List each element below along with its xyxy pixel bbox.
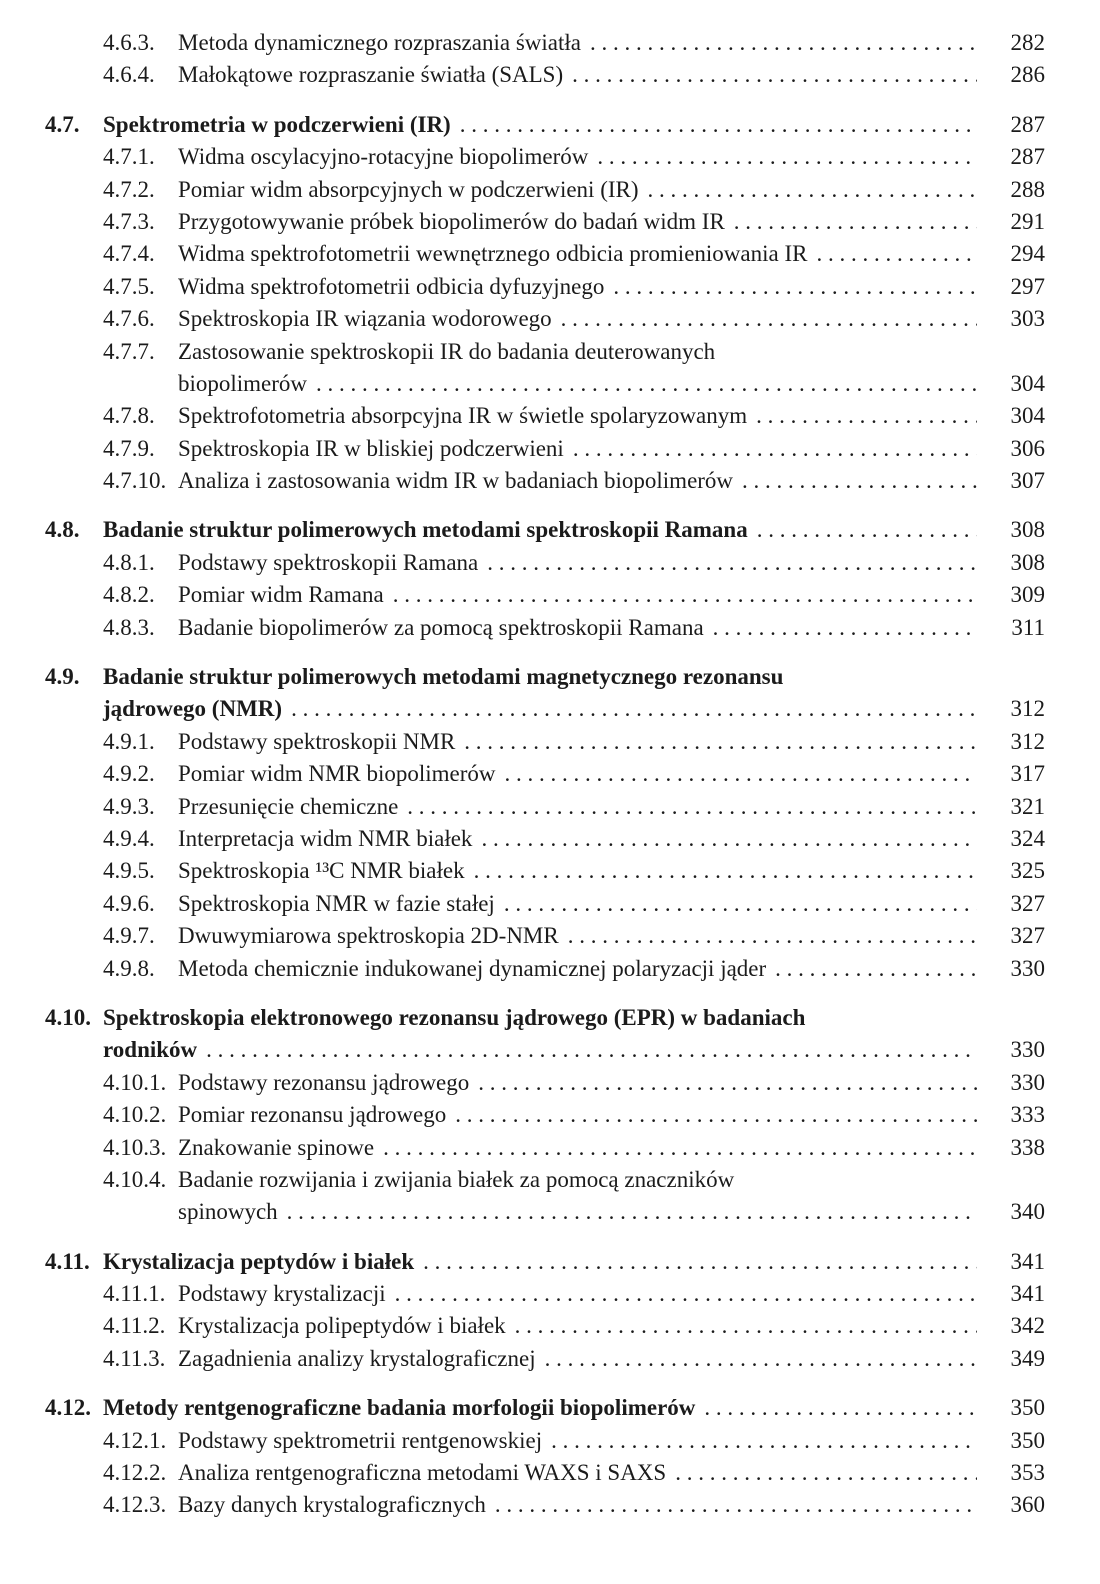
toc-entry-page: 312 [1010, 696, 1045, 722]
dot-leader [455, 1099, 977, 1131]
toc-entry-title: Podstawy krystalizacji [178, 1281, 386, 1307]
toc-entry-title: Pomiar widm Ramana [178, 582, 384, 608]
toc-entry-number: 4.11.1. [103, 1281, 166, 1307]
toc-entry-title: jądrowego (NMR) [103, 696, 283, 722]
toc-entry [45, 1310, 1045, 1342]
toc-list [45, 27, 1045, 1522]
toc-entry [45, 1343, 1045, 1375]
toc-entry-title: Badanie struktur polimerowych metodami magnetycznego rezonansu [103, 664, 784, 690]
toc-entry-title: Metody rentgenograficzne badania morfologii biopolimerów [103, 1395, 696, 1421]
toc-entry-number: 4.9.3. [103, 793, 155, 819]
toc-entry-title: biopolimerów [178, 370, 308, 396]
toc-entry-page: 304 [1010, 403, 1045, 429]
dot-leader [395, 1278, 977, 1310]
toc-entry-page: 342 [1010, 1313, 1045, 1339]
toc-entry [45, 1457, 1045, 1489]
dot-leader [464, 726, 977, 758]
toc-entry-number: 4.7. [45, 111, 80, 137]
toc-entry-page: 288 [1010, 176, 1045, 202]
toc-entry-page: 303 [1010, 306, 1045, 332]
toc-entry-title: Zastosowanie spektroskopii IR do badania deuterowanych [178, 338, 716, 364]
dot-leader [757, 514, 977, 546]
dot-leader [756, 400, 977, 432]
toc-entry-title: Spektroskopia NMR w fazie stałej [178, 890, 495, 916]
toc-entry-title: Spektrofotometria absorpcyjna IR w świetle spolaryzowanym [178, 403, 748, 429]
toc-entry [45, 59, 1045, 91]
toc-entry-page: 308 [1010, 549, 1045, 575]
toc-entry [45, 336, 1045, 368]
toc-entry-number: 4.9.5. [103, 858, 155, 884]
toc-entry-title: Interpretacja widm NMR białek [178, 825, 473, 851]
toc-entry-page: 340 [1010, 1199, 1045, 1225]
toc-entry-page: 287 [1010, 111, 1045, 137]
toc-entry-page: 287 [1010, 144, 1045, 170]
toc-entry-page: 350 [1010, 1427, 1045, 1453]
dot-leader [383, 1132, 977, 1164]
toc-entry-continuation [45, 1196, 1045, 1228]
toc-entry-page: 327 [1010, 923, 1045, 949]
toc-entry-page: 297 [1010, 273, 1045, 299]
dot-leader [675, 1457, 977, 1489]
toc-entry [45, 433, 1045, 465]
toc-entry-title: Widma spektrofotometrii wewnętrznego odbicia promieniowania IR [178, 241, 808, 267]
toc-entry-number: 4.6.4. [103, 62, 155, 88]
toc-entry-number: 4.12.2. [103, 1460, 167, 1486]
toc-entry-number: 4.7.5. [103, 273, 155, 299]
toc-entry-page: 324 [1010, 825, 1045, 851]
toc-entry-number: 4.8.3. [103, 614, 155, 640]
toc-entry-number: 4.9.1. [103, 728, 155, 754]
toc-entry-page: 338 [1010, 1134, 1045, 1160]
toc-entry [45, 1099, 1045, 1131]
dot-leader [704, 1392, 977, 1424]
toc-entry-number: 4.7.9. [103, 435, 155, 461]
dot-leader [551, 1425, 977, 1457]
dot-leader [407, 791, 977, 823]
dot-leader [478, 1067, 977, 1099]
toc-entry-page: 321 [1010, 793, 1045, 819]
toc-entry [45, 1246, 1045, 1278]
toc-entry [45, 206, 1045, 238]
toc-entry-number: 4.11.2. [103, 1313, 166, 1339]
dot-leader [505, 758, 977, 790]
toc-entry-number: 4.9.4. [103, 825, 155, 851]
toc-entry-number: 4.11. [45, 1248, 90, 1274]
toc-entry [45, 579, 1045, 611]
dot-leader [287, 1196, 977, 1228]
toc-entry-page: 353 [1010, 1460, 1045, 1486]
toc-entry [45, 661, 1045, 693]
toc-entry-number: 4.12.3. [103, 1492, 167, 1518]
toc-entry [45, 823, 1045, 855]
toc-entry-number: 4.12.1. [103, 1427, 167, 1453]
dot-leader [487, 547, 977, 579]
toc-entry-title: Podstawy rezonansu jądrowego [178, 1069, 470, 1095]
toc-entry [45, 612, 1045, 644]
toc-entry [45, 1067, 1045, 1099]
toc-entry-page: 291 [1010, 208, 1045, 234]
toc-entry [45, 953, 1045, 985]
toc-entry-title: Krystalizacja peptydów i białek [103, 1248, 415, 1274]
dot-leader [572, 59, 977, 91]
toc-entry [45, 1002, 1045, 1034]
toc-entry-continuation [45, 368, 1045, 400]
dot-leader [393, 579, 977, 611]
toc-entry-number: 4.10.2. [103, 1102, 167, 1128]
toc-entry-page: 304 [1010, 370, 1045, 396]
toc-entry-title: Zagadnienia analizy krystalograficznej [178, 1345, 536, 1371]
toc-entry-number: 4.7.1. [103, 144, 155, 170]
toc-entry [45, 465, 1045, 497]
toc-entry-title: Bazy danych krystalograficznych [178, 1492, 486, 1518]
dot-leader [515, 1310, 977, 1342]
toc-entry-title: Przesunięcie chemiczne [178, 793, 399, 819]
toc-entry-title: Badanie rozwijania i zwijania białek za pomocą znaczników [178, 1166, 735, 1192]
toc-entry-page: 333 [1010, 1102, 1045, 1128]
toc-entry-number: 4.8.1. [103, 549, 155, 575]
dot-leader [816, 238, 977, 270]
toc-entry-number: 4.7.2. [103, 176, 155, 202]
toc-entry-number: 4.11.3. [103, 1345, 166, 1371]
toc-entry-continuation [45, 693, 1045, 725]
toc-entry-title: Podstawy spektroskopii NMR [178, 728, 456, 754]
dot-leader [561, 303, 977, 335]
toc-entry [45, 271, 1045, 303]
dot-leader [742, 465, 977, 497]
toc-entry-page: 330 [1010, 955, 1045, 981]
toc-entry-number: 4.10. [45, 1004, 91, 1030]
dot-leader [504, 888, 977, 920]
toc-entry-page: 286 [1010, 62, 1045, 88]
toc-entry [45, 855, 1045, 887]
toc-entry [45, 920, 1045, 952]
toc-entry-title: Spektroskopia IR w bliskiej podczerwieni [178, 435, 564, 461]
toc-entry-number: 4.9.7. [103, 923, 155, 949]
toc-entry-number: 4.8. [45, 517, 80, 543]
dot-leader [206, 1034, 977, 1066]
toc-entry [45, 791, 1045, 823]
dot-leader [573, 433, 977, 465]
toc-entry [45, 726, 1045, 758]
toc-entry-number: 4.10.1. [103, 1069, 167, 1095]
dot-leader [481, 823, 977, 855]
toc-entry-page: 341 [1010, 1248, 1045, 1274]
toc-entry-title: Podstawy spektrometrii rentgenowskiej [178, 1427, 543, 1453]
toc-entry-number: 4.12. [45, 1395, 91, 1421]
dot-leader [613, 271, 977, 303]
toc-entry-title: Dwuwymiarowa spektroskopia 2D-NMR [178, 923, 559, 949]
toc-entry-title: Krystalizacja polipeptydów i białek [178, 1313, 506, 1339]
toc-entry-page: 327 [1010, 890, 1045, 916]
toc-entry [45, 1425, 1045, 1457]
toc-entry-page: 312 [1010, 728, 1045, 754]
toc-entry-number: 4.9.6. [103, 890, 155, 916]
toc-entry-page: 349 [1010, 1345, 1045, 1371]
dot-leader [713, 612, 977, 644]
toc-entry-page: 360 [1010, 1492, 1045, 1518]
toc-entry-number: 4.7.10. [103, 468, 167, 494]
toc-entry-page: 330 [1010, 1037, 1045, 1063]
toc-entry-title: Badanie struktur polimerowych metodami spektroskopii Ramana [103, 517, 748, 543]
toc-entry-continuation [45, 1034, 1045, 1066]
toc-entry [45, 758, 1045, 790]
toc-entry [45, 1392, 1045, 1424]
toc-entry-page: 308 [1010, 517, 1045, 543]
toc-entry-number: 4.7.8. [103, 403, 155, 429]
toc-entry-title: Przygotowywanie próbek biopolimerów do badań widm IR [178, 208, 725, 234]
toc-entry [45, 109, 1045, 141]
toc-entry-number: 4.10.3. [103, 1134, 167, 1160]
toc-entry [45, 141, 1045, 173]
dot-leader [460, 109, 977, 141]
toc-entry-title: Analiza rentgenograficzna metodami WAXS i SAXS [178, 1460, 667, 1486]
toc-entry-page: 325 [1010, 858, 1045, 884]
toc-entry-number: 4.6.3. [103, 30, 155, 55]
toc-entry-page: 350 [1010, 1395, 1045, 1421]
toc-entry-page: 309 [1010, 582, 1045, 608]
toc-entry [45, 27, 1045, 59]
toc-entry-page: 330 [1010, 1069, 1045, 1095]
toc-entry-title: Pomiar rezonansu jądrowego [178, 1102, 447, 1128]
toc-entry-number: 4.9.2. [103, 761, 155, 787]
toc-entry [45, 888, 1045, 920]
toc-entry [45, 303, 1045, 335]
dot-leader [648, 174, 977, 206]
toc-entry-title: Widma spektrofotometrii odbicia dyfuzyjnego [178, 273, 605, 299]
toc-entry-page: 317 [1010, 761, 1045, 787]
toc-entry-title: Znakowanie spinowe [178, 1134, 375, 1160]
toc-entry-page: 307 [1010, 468, 1045, 494]
toc-entry-title: Spektroskopia elektronowego rezonansu jądrowego (EPR) w badaniach [103, 1004, 806, 1030]
toc-entry-title: Spektroskopia ¹³C NMR białek [178, 858, 465, 884]
toc-entry-title: Pomiar widm NMR biopolimerów [178, 761, 496, 787]
toc-entry-page: 311 [1011, 614, 1045, 640]
dot-leader [590, 27, 977, 59]
toc-entry [45, 174, 1045, 206]
toc-entry-page: 294 [1010, 241, 1045, 267]
dot-leader [316, 368, 977, 400]
toc-entry [45, 514, 1045, 546]
dot-leader [597, 141, 977, 173]
toc-entry [45, 1278, 1045, 1310]
dot-leader [734, 206, 977, 238]
toc-entry-number: 4.10.4. [103, 1166, 167, 1192]
dot-leader [775, 953, 977, 985]
toc-entry-title: Spektrometria w podczerwieni (IR) [103, 111, 451, 137]
toc-entry-title: Metoda dynamicznego rozpraszania światła [178, 30, 581, 55]
toc-entry-title: Metoda chemicznie indukowanej dynamicznej polaryzacji jąder [178, 955, 767, 981]
toc-entry-page: 282 [1010, 30, 1045, 55]
toc-entry [45, 400, 1045, 432]
toc-entry-title: rodników [103, 1037, 198, 1063]
toc-entry [45, 1164, 1045, 1196]
toc-entry-number: 4.7.4. [103, 241, 155, 267]
toc-entry-title: Spektroskopia IR wiązania wodorowego [178, 306, 552, 332]
toc-entry-number: 4.9.8. [103, 955, 155, 981]
toc-entry-number: 4.8.2. [103, 582, 155, 608]
toc-entry [45, 547, 1045, 579]
toc-entry-title: Analiza i zastosowania widm IR w badaniach biopolimerów [178, 468, 734, 494]
toc-entry-number: 4.9. [45, 664, 80, 690]
toc-entry-number: 4.7.6. [103, 306, 155, 332]
toc-entry-title: Badanie biopolimerów za pomocą spektroskopii Ramana [178, 614, 704, 640]
toc-entry-page: 306 [1010, 435, 1045, 461]
toc-entry [45, 238, 1045, 270]
dot-leader [495, 1489, 977, 1521]
dot-leader [568, 920, 977, 952]
toc-entry-page: 341 [1010, 1281, 1045, 1307]
toc-entry-title: spinowych [178, 1199, 278, 1225]
dot-leader [291, 693, 977, 725]
dot-leader [423, 1246, 977, 1278]
dot-leader [545, 1343, 977, 1375]
toc-entry-title: Małokątowe rozpraszanie światła (SALS) [178, 62, 564, 88]
dot-leader [474, 855, 977, 887]
toc-entry-number: 4.7.3. [103, 208, 155, 234]
toc-entry [45, 1132, 1045, 1164]
toc-entry-number: 4.7.7. [103, 338, 155, 364]
toc-entry [45, 1489, 1045, 1521]
toc-entry-title: Pomiar widm absorpcyjnych w podczerwieni (IR) [178, 176, 639, 202]
toc-entry-title: Widma oscylacyjno-rotacyjne biopolimerów [178, 144, 589, 170]
toc-entry-title: Podstawy spektroskopii Ramana [178, 549, 479, 575]
